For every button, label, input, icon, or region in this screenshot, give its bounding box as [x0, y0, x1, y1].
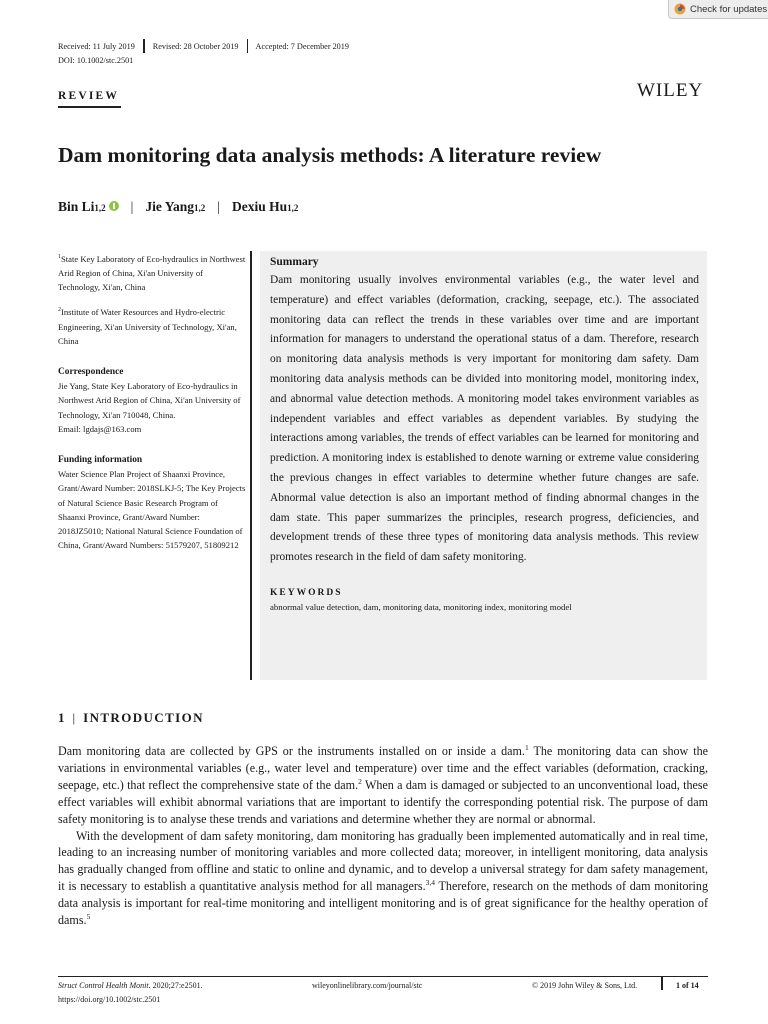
correspondence: [58, 365, 246, 436]
author-affiliation: 1,2: [287, 203, 299, 213]
summary-rule: [250, 251, 252, 680]
author-name[interactable]: Jie Yang: [145, 199, 194, 214]
date-divider: [247, 39, 248, 53]
introduction-body: [58, 743, 708, 929]
author-name[interactable]: Dexiu Hu: [231, 199, 288, 214]
citation-ref[interactable]: 2: [358, 776, 362, 786]
accepted-date: Accepted: 7 December 2019: [255, 41, 349, 51]
section-number: 1: [58, 710, 65, 725]
journal-name: Struct Control Health Monit.: [58, 981, 151, 990]
funding-heading: Funding information: [58, 454, 143, 465]
journal-site-link[interactable]: wileyonlinelibrary.com/journal/stc: [312, 981, 423, 990]
article-title: Dam monitoring data analysis methods: A literature review: [58, 143, 602, 167]
author-affiliation: 1,2: [94, 203, 106, 213]
citation-text: 2020;27:e2501.: [150, 981, 203, 990]
section-label: REVIEW: [58, 90, 120, 102]
paragraph: Dam monitoring data are collected by GPS or the instruments installed on or inside a dam.$^1$ The monitoring data can show the variations in environmental variables (e.g., water level and temperature) over time and the effect variables (deformation, cracking, seepage, etc.) that reflect the comprehensive state of the dam.$^2$ When a dam is damaged or subjected to an unconventional load, these effect variables will exhibit abnormal variations that are important to identify the corresponding potential risk. The purpose of dam safety monitoring is to analyse these trends and variations and determine whether they are normal or abnormal.: [58, 742, 708, 826]
author-affiliation: 1,2: [194, 203, 206, 213]
crossmark-icon: [674, 3, 686, 15]
summary-box: [260, 251, 707, 680]
keywords-heading: KEYWORDS: [270, 587, 343, 598]
received-date: Received: 11 July 2019: [58, 41, 135, 51]
check-for-updates-button[interactable]: [668, 0, 768, 19]
author-separator: |: [130, 199, 134, 214]
revised-date: Revised: 28 October 2019: [152, 41, 239, 51]
doi-link[interactable]: https://doi.org/10.1002/stc.2501: [58, 995, 161, 1004]
check-for-updates-label: Check for updates: [690, 3, 768, 15]
section-separator: |: [72, 710, 76, 725]
summary-heading: Summary: [270, 256, 319, 268]
correspondence-heading: Correspondence: [58, 366, 124, 377]
doi-header: DOI: 10.1002/stc.2501: [58, 56, 134, 65]
page-number: 1 of 14: [676, 981, 699, 990]
correspondence-email[interactable]: Email: lgdajs@163.com: [58, 423, 142, 434]
affiliation: $^2$Institute of Water Resources and Hydro-electric Engineering, Xi'an University of Technology, Xi'an, China: [58, 307, 237, 346]
funding-text: Water Science Plan Project of Shaanxi Province, Grant/Award Number: 2018SLKJ-5; The Key Projects of Natural Science Basic Research Program of Shaanxi Province, Grant/Award Number: 2018JZ5010; National Natural Science Foundation of China, Grant/Award Numbers: 51579207, 51809212: [58, 469, 246, 551]
summary-text: Dam monitoring usually involves environmental variables (e.g., the water level and temperature) and effect variables (deformation, cracking, seepage, etc.). The associated monitoring data can reflect the trends in these variables over time and are important information for managers to understand the operational status of a dam. Therefore, research on monitoring data analysis methods is very important for monitoring dam safety. Dam monitoring data analysis methods can be divided into monitoring model, monitoring index, and abnormal value detection methods. A monitoring model takes environment variables as independent variables and effect variables as dependent variables. By studying the interactions among variables, the trends of effect variables can be learned for monitoring and prediction. A monitoring index is established to denote warning or extreme value considering the previous changes in effect variables to determine whether future changes are safe. Abnormal value detection is also an important method of finding abnormal changes in the dam state. This paper summarizes the principles, research progress, deficiencies, and development trends of these three types of monitoring data analysis methods. This review promotes research in the field of dam safety monitoring.: [270, 274, 699, 564]
article-info-column: [58, 250, 246, 561]
footer-rule: [58, 976, 708, 977]
keywords-text: abnormal value detection, dam, monitoring data, monitoring index, monitoring model: [270, 601, 572, 612]
date-divider: [143, 39, 145, 53]
copyright-notice: © 2019 John Wiley & Sons, Ltd.: [532, 981, 638, 990]
citation-ref[interactable]: 1: [524, 742, 529, 752]
footer-divider: [661, 976, 663, 990]
affiliation: $^1$State Key Laboratory of Eco-hydraulics in Northwest Arid Region of China, Xi'an University of Technology, Xi'an, China: [58, 253, 246, 293]
article-dates: [58, 38, 349, 54]
introduction-heading: [58, 710, 204, 726]
author-name[interactable]: Bin Li: [58, 199, 95, 214]
author-separator: |: [217, 199, 220, 214]
section-rule: [58, 106, 121, 108]
funding: [58, 453, 246, 552]
footer-citation: [58, 981, 203, 990]
paragraph: With the development of dam safety monitoring, dam monitoring has gradually been implemented automatically and in real time, leading to an increasing number of monitoring variables and more collected data; moreover, in intelligent monitoring, data analysis has gradually changed from offline and static to online and dynamic, and to develop a universal strategy for dam safety management, it is necessary to establish a quantitative analysis method for all managers.$^{3,4}$ Therefore, research on the methods of dam monitoring data analysis is important for real-time monitoring and intelligent monitoring and is of great significance for the healthy operation of dams.$^5$: [58, 828, 709, 928]
author-list: [58, 199, 298, 215]
citation-ref[interactable]: 3,4: [425, 878, 436, 888]
orcid-icon[interactable]: [109, 201, 119, 211]
section-title: INTRODUCTION: [83, 710, 204, 725]
publisher-logo: WILEY: [637, 80, 704, 101]
correspondence-text: Jie Yang, State Key Laboratory of Eco-hydraulics in Northwest Arid Region of China, Xi'an University of Technology, Xi'an 710048, China.: [58, 381, 241, 420]
citation-ref[interactable]: 5: [86, 912, 91, 922]
